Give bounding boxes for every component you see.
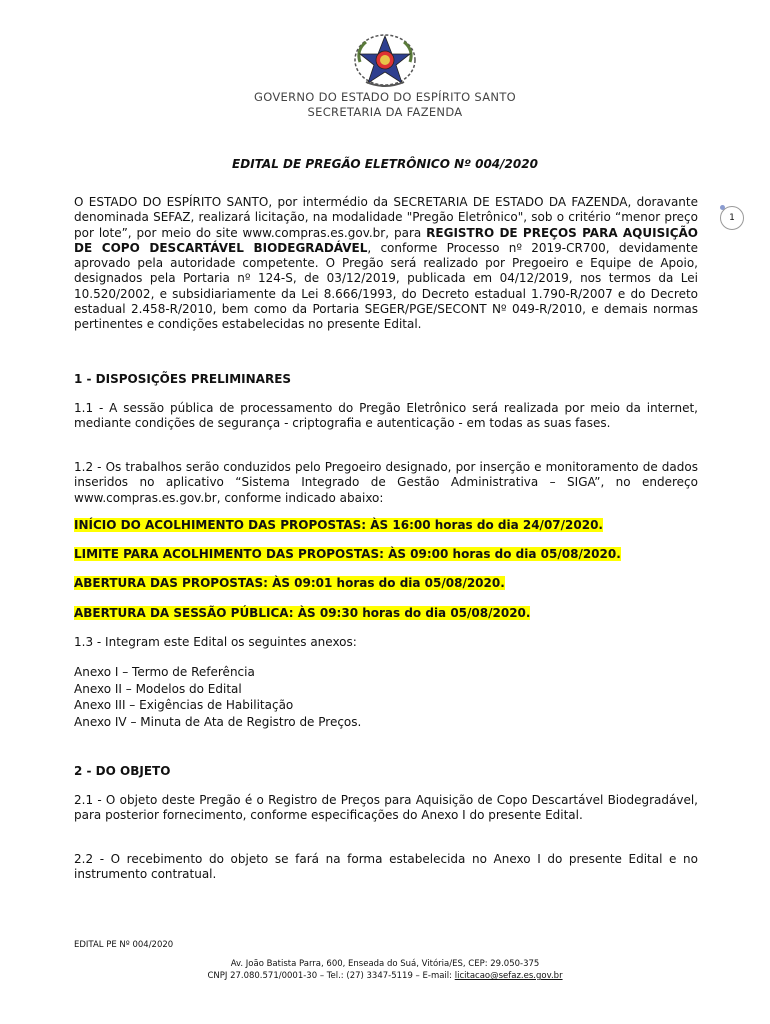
- highlight-start-proposals: [74, 518, 603, 532]
- annex-item: Anexo I – Termo de Referência: [74, 665, 255, 679]
- document-title: EDITAL DE PREGÃO ELETRÔNICO Nº 004/2020: [232, 157, 538, 171]
- intro-text-part1: O ESTADO DO ESPÍRITO SANTO, por intermédio da SECRETARIA DE ESTADO DA FAZENDA, doravante denominada SEFAZ, realizará licitação, na modalidade "Pregão Eletrônico", sob o critério “menor preço por lote”, por meio do site www.compras.es.gov.br, para: [74, 195, 698, 240]
- paragraph-1-1: 1.1 - A sessão pública de processamento do Pregão Eletrônico será realizada por meio da internet, mediante condições de segurança - criptografia e autenticação - em todas as suas fases.: [74, 401, 698, 431]
- paragraph-1-2: 1.2 - Os trabalhos serão conduzidos pelo Pregoeiro designado, por inserção e monitoramento de dados inseridos no aplicativo “Sistema Integrado de Gestão Administrativa – SIGA”, no endereço www.compras.es.gov.br, conforme indicado abaixo:: [74, 460, 698, 505]
- header-government: GOVERNO DO ESTADO DO ESPÍRITO SANTO: [253, 90, 516, 104]
- comment-badge[interactable]: 1: [720, 206, 744, 230]
- annex-item: Anexo III – Exigências de Habilitação: [74, 698, 294, 712]
- footer-document-ref: EDITAL PE Nº 004/2020: [74, 940, 174, 950]
- highlight-text: ABERTURA DAS PROPOSTAS: ÀS 09:01 horas do dia 05/08/2020.: [74, 576, 505, 590]
- annex-item: Anexo IV – Minuta de Ata de Registro de Preços.: [74, 714, 362, 729]
- footer-contact-text: CNPJ 27.080.571/0001-30 – Tel.: (27) 3347-5119 – E-mail:: [207, 971, 455, 981]
- paragraph-1-3: 1.3 - Integram este Edital os seguintes anexos:: [74, 635, 357, 649]
- intro-object-bold: REGISTRO DE PREÇOS PARA AQUISIÇÃO DE COPO DESCARTÁVEL BIODEGRADÁVEL: [74, 225, 698, 255]
- footer-email-link[interactable]: licitacao@sefaz.es.gov.br: [454, 971, 563, 981]
- highlight-text: ABERTURA DA SESSÃO PÚBLICA: ÀS 09:30 horas do dia 05/08/2020.: [74, 606, 531, 620]
- highlight-limit-proposals: [74, 547, 621, 561]
- paragraph-2-1: 2.1 - O objeto deste Pregão é o Registro de Preços para Aquisição de Copo Descartável Biodegradável, para posterior fornecimento, conforme especificações do Anexo I do presente Edital.: [74, 793, 698, 823]
- highlight-text: LIMITE PARA ACOLHIMENTO DAS PROPOSTAS: ÀS 09:00 horas do dia 05/08/2020.: [74, 547, 621, 561]
- intro-text-part2: , conforme Processo nº 2019-CR700, devidamente aprovado pela autoridade competente. O Pregão será realizado por Pregoeiro e Equipe de Apoio, designados pela Portaria nº 124-S, de 03/12/2019, publicada em 04/12/2019, nos termos da Lei 10.520/2002, e subsidiariamente da Lei 8.666/1993, do Decreto estadual 1.790-R/2007 e do Decreto estadual 2.458-R/2010, bem como da Portaria SEGER/PGE/SECONT Nº 049-R/2010, e demais normas pertinentes e condições estabelecidas no presente Edital.: [74, 240, 698, 332]
- annex-item: Anexo II – Modelos do Edital: [74, 681, 242, 696]
- annex-list: [74, 664, 361, 730]
- highlight-opening-proposals: [74, 576, 505, 590]
- highlight-text: INÍCIO DO ACOLHIMENTO DAS PROPOSTAS: ÀS 16:00 horas do dia 24/07/2020.: [74, 518, 603, 532]
- paragraph-2-2: 2.2 - O recebimento do objeto se fará na forma estabelecida no Anexo I do presente Edital e no instrumento contratual.: [74, 852, 698, 882]
- header-secretariat: SECRETARIA DA FAZENDA: [307, 105, 463, 119]
- footer-contact: [0, 970, 770, 982]
- footer-address: Av. João Batista Parra, 600, Enseada do Suá, Vitória/ES, CEP: 29.050-375: [230, 959, 540, 969]
- state-coat-of-arms-logo: [352, 32, 418, 90]
- intro-paragraph: [74, 195, 698, 333]
- section-heading-1: 1 - DISPOSIÇÕES PRELIMINARES: [74, 372, 292, 386]
- section-heading-2: 2 - DO OBJETO: [74, 764, 171, 778]
- highlight-public-session: [74, 606, 530, 620]
